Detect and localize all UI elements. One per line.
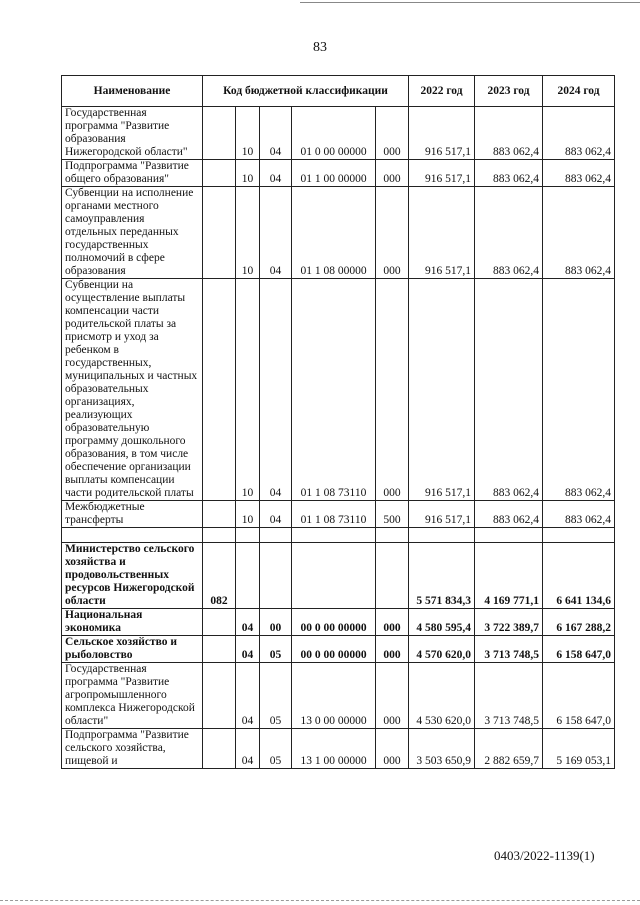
table-row	[62, 501, 615, 528]
header-code: Код бюджетной классификации	[203, 76, 409, 107]
table-body	[62, 107, 615, 769]
cell-ved	[203, 729, 236, 769]
cell-2024: 883 062,4	[543, 187, 615, 279]
cell-2024: 5 169 053,1	[543, 729, 615, 769]
cell-rz	[236, 543, 260, 609]
cell-2023: 883 062,4	[475, 107, 543, 160]
cell-2023: 2 882 659,7	[475, 729, 543, 769]
cell-name: Государственная программа "Развитие образования Нижегородской области"	[62, 107, 203, 160]
cell-2022: 916 517,1	[409, 501, 475, 528]
cell-2024: 883 062,4	[543, 107, 615, 160]
cell-vr: 000	[376, 107, 409, 160]
empty-cell	[376, 528, 409, 543]
cell-2024: 6 158 647,0	[543, 636, 615, 663]
table-row	[62, 636, 615, 663]
cell-vr: 000	[376, 663, 409, 729]
cell-ved	[203, 187, 236, 279]
cell-name: Национальная экономика	[62, 609, 203, 636]
cell-rz: 10	[236, 187, 260, 279]
cell-pr: 04	[260, 160, 292, 187]
budget-table	[61, 75, 615, 769]
cell-pr: 04	[260, 279, 292, 501]
top-rule	[300, 2, 640, 3]
cell-csr: 00 0 00 00000	[292, 636, 376, 663]
cell-csr: 01 1 00 00000	[292, 160, 376, 187]
cell-vr: 000	[376, 279, 409, 501]
empty-cell	[260, 528, 292, 543]
page-number: 83	[313, 40, 327, 55]
table-row	[62, 528, 615, 543]
table-header-row	[62, 76, 615, 107]
cell-vr: 000	[376, 636, 409, 663]
cell-name: Подпрограмма "Развитие сельского хозяйства, пищевой и	[62, 729, 203, 769]
cell-2023: 3 713 748,5	[475, 663, 543, 729]
cell-2022: 4 530 620,0	[409, 663, 475, 729]
cell-csr	[292, 543, 376, 609]
header-name: Наименование	[62, 76, 203, 107]
cell-2024: 883 062,4	[543, 501, 615, 528]
header-2024: 2024 год	[543, 76, 615, 107]
cell-pr: 05	[260, 729, 292, 769]
cell-rz: 10	[236, 160, 260, 187]
table-row	[62, 543, 615, 609]
cell-2023: 883 062,4	[475, 160, 543, 187]
cell-pr: 05	[260, 636, 292, 663]
cell-csr: 01 1 08 00000	[292, 187, 376, 279]
bottom-rule	[0, 900, 640, 901]
cell-pr	[260, 543, 292, 609]
cell-2022: 916 517,1	[409, 160, 475, 187]
cell-2024: 6 167 288,2	[543, 609, 615, 636]
cell-2023: 883 062,4	[475, 187, 543, 279]
cell-2022: 916 517,1	[409, 107, 475, 160]
cell-2023: 4 169 771,1	[475, 543, 543, 609]
cell-csr: 01 1 08 73110	[292, 501, 376, 528]
cell-vr: 000	[376, 729, 409, 769]
table-row	[62, 729, 615, 769]
header-2023: 2023 год	[475, 76, 543, 107]
table-row	[62, 663, 615, 729]
table-row	[62, 160, 615, 187]
cell-pr: 04	[260, 187, 292, 279]
table-row	[62, 187, 615, 279]
empty-cell	[475, 528, 543, 543]
cell-csr: 13 1 00 00000	[292, 729, 376, 769]
cell-ved	[203, 279, 236, 501]
cell-pr: 00	[260, 609, 292, 636]
cell-ved	[203, 501, 236, 528]
cell-rz: 04	[236, 609, 260, 636]
cell-vr: 000	[376, 609, 409, 636]
header-2022: 2022 год	[409, 76, 475, 107]
cell-csr: 00 0 00 00000	[292, 609, 376, 636]
cell-2022: 5 571 834,3	[409, 543, 475, 609]
cell-2024: 6 641 134,6	[543, 543, 615, 609]
cell-csr: 13 0 00 00000	[292, 663, 376, 729]
cell-2024: 6 158 647,0	[543, 663, 615, 729]
cell-csr: 01 0 00 00000	[292, 107, 376, 160]
cell-2023: 3 713 748,5	[475, 636, 543, 663]
cell-ved	[203, 636, 236, 663]
cell-name: Государственная программа "Развитие агропромышленного комплекса Нижегородской области"	[62, 663, 203, 729]
cell-rz: 10	[236, 501, 260, 528]
cell-ved	[203, 107, 236, 160]
cell-2024: 883 062,4	[543, 160, 615, 187]
cell-vr: 000	[376, 160, 409, 187]
cell-csr: 01 1 08 73110	[292, 279, 376, 501]
empty-cell	[62, 528, 203, 543]
cell-2022: 4 570 620,0	[409, 636, 475, 663]
cell-vr: 500	[376, 501, 409, 528]
cell-ved	[203, 663, 236, 729]
cell-rz: 04	[236, 729, 260, 769]
table-row	[62, 609, 615, 636]
cell-rz: 04	[236, 663, 260, 729]
cell-ved	[203, 160, 236, 187]
cell-pr: 05	[260, 663, 292, 729]
cell-rz: 10	[236, 107, 260, 160]
cell-name: Межбюджетные трансферты	[62, 501, 203, 528]
empty-cell	[203, 528, 236, 543]
cell-rz: 10	[236, 279, 260, 501]
cell-2023: 883 062,4	[475, 279, 543, 501]
cell-ved: 082	[203, 543, 236, 609]
cell-vr: 000	[376, 187, 409, 279]
cell-2022: 916 517,1	[409, 187, 475, 279]
empty-cell	[236, 528, 260, 543]
cell-name: Министерство сельского хозяйства и продовольственных ресурсов Нижегородской области	[62, 543, 203, 609]
cell-name: Подпрограмма "Развитие общего образования"	[62, 160, 203, 187]
cell-2023: 3 722 389,7	[475, 609, 543, 636]
table-row	[62, 107, 615, 160]
table-row	[62, 279, 615, 501]
cell-pr: 04	[260, 501, 292, 528]
cell-name: Субвенции на осуществление выплаты компенсации части родительской платы за присмотр и уход за ребенком в государственных, муниципальных и частных образовательных организациях, реализующих образовательную программу дошкольного образования, в том числе обеспечение организации выплаты компенсации части родительской платы	[62, 279, 203, 501]
empty-cell	[292, 528, 376, 543]
cell-pr: 04	[260, 107, 292, 160]
cell-2023: 883 062,4	[475, 501, 543, 528]
document-code: 0403/2022-1139(1)	[494, 848, 595, 863]
cell-2022: 4 580 595,4	[409, 609, 475, 636]
empty-cell	[409, 528, 475, 543]
empty-cell	[543, 528, 615, 543]
cell-vr	[376, 543, 409, 609]
cell-name: Сельское хозяйство и рыболовство	[62, 636, 203, 663]
cell-2022: 3 503 650,9	[409, 729, 475, 769]
cell-rz: 04	[236, 636, 260, 663]
cell-2024: 883 062,4	[543, 279, 615, 501]
cell-name: Субвенции на исполнение органами местного самоуправления отдельных переданных государственных полномочий в сфере образования	[62, 187, 203, 279]
cell-2022: 916 517,1	[409, 279, 475, 501]
cell-ved	[203, 609, 236, 636]
